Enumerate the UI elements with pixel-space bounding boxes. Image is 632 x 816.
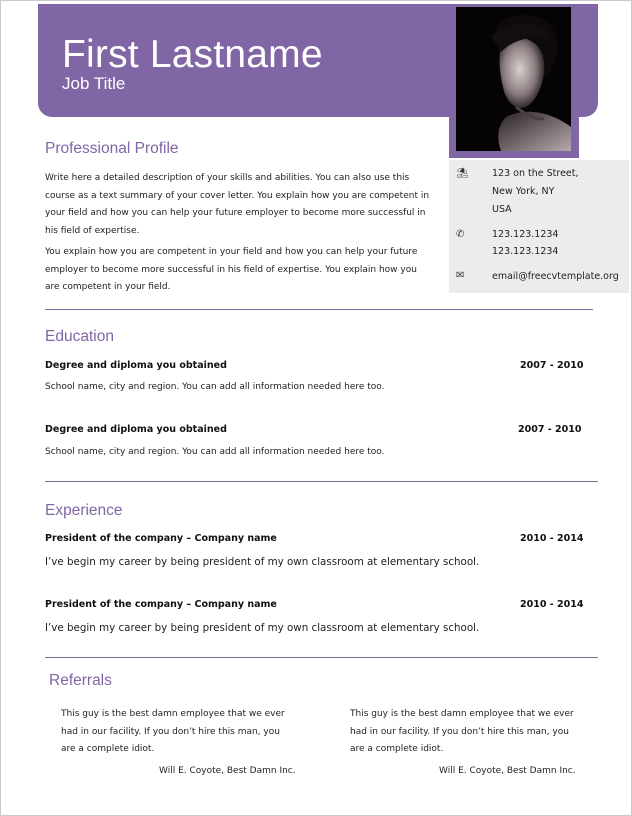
profile-line: course as a text summary of your cover letter. You explain how you are competent in (45, 190, 430, 201)
job-title: Job Title (62, 74, 126, 93)
phone-number: 123.123.1234 (492, 229, 559, 240)
experience-position: President of the company – Company name (45, 599, 277, 610)
profile-heading: Professional Profile (45, 140, 179, 157)
profile-line: are competent in your field. (45, 282, 171, 293)
experience-position: President of the company – Company name (45, 533, 277, 544)
section-divider (45, 657, 598, 658)
referrals-heading: Referrals (49, 672, 112, 689)
referral-line: are a complete idiot. (61, 744, 155, 754)
education-heading: Education (45, 328, 114, 345)
profile-line: Write here a detailed description of your skills and abilities. You can also use this (45, 173, 410, 183)
education-dates: 2007 - 2010 (518, 424, 582, 435)
referral-line: This guy is the best damn employee that we ever (61, 709, 285, 719)
education-description: School name, city and region. You can add all information needed here too. (45, 382, 385, 392)
section-divider (45, 309, 593, 310)
experience-dates: 2010 - 2014 (520, 599, 584, 610)
referral-quote (61, 706, 311, 759)
referral-signature: Will E. Coyote, Best Damn Inc. (439, 766, 576, 776)
referral-signature: Will E. Coyote, Best Damn Inc. (159, 766, 296, 776)
experience-dates: 2010 - 2014 (520, 533, 584, 544)
referral-line: had in our facility. If you don’t hire this man, you (350, 726, 569, 737)
experience-heading: Experience (45, 502, 123, 519)
profile-paragraph-1 (45, 170, 445, 240)
profile-line: employer to become more successful in his field of expertise. You explain how you (45, 264, 417, 275)
profile-paragraph-2 (45, 244, 445, 297)
profile-photo (456, 7, 571, 151)
referral-line: had in our facility. If you don’t hire this man, you (61, 726, 280, 737)
education-dates: 2007 - 2010 (520, 360, 584, 371)
phone-number: 123.123.1234 (492, 246, 559, 257)
experience-description: I’ve begin my career by being president of my own classroom at elementary school. (45, 556, 480, 568)
education-degree: Degree and diploma you obtained (45, 424, 227, 435)
candidate-name: First Lastname (62, 33, 323, 76)
referral-quote (350, 706, 600, 759)
education-description: School name, city and region. You can add all information needed here too. (45, 447, 385, 457)
profile-line: his field of expertise. (45, 225, 140, 236)
referral-line: This guy is the best damn employee that we ever (350, 709, 574, 719)
address-line: 123 on the Street, (492, 168, 579, 179)
experience-description: I’ve begin my career by being president of my own classroom at elementary school. (45, 622, 480, 634)
email-icon: ✉ (456, 270, 465, 281)
section-divider (45, 481, 598, 482)
home-icon: ⛱ (456, 168, 469, 179)
profile-line: your field and how you can help your future employer to become more successful in (45, 208, 426, 219)
email-address[interactable]: email@freecvtemplate.org (492, 271, 619, 282)
referral-line: are a complete idiot. (350, 744, 444, 754)
address-line: USA (492, 204, 512, 215)
profile-line: You explain how you are competent in your field and how you can help your future (45, 247, 418, 257)
education-degree: Degree and diploma you obtained (45, 360, 227, 371)
phone-icon: ✆ (456, 229, 465, 240)
address-line: New York, NY (492, 186, 555, 197)
